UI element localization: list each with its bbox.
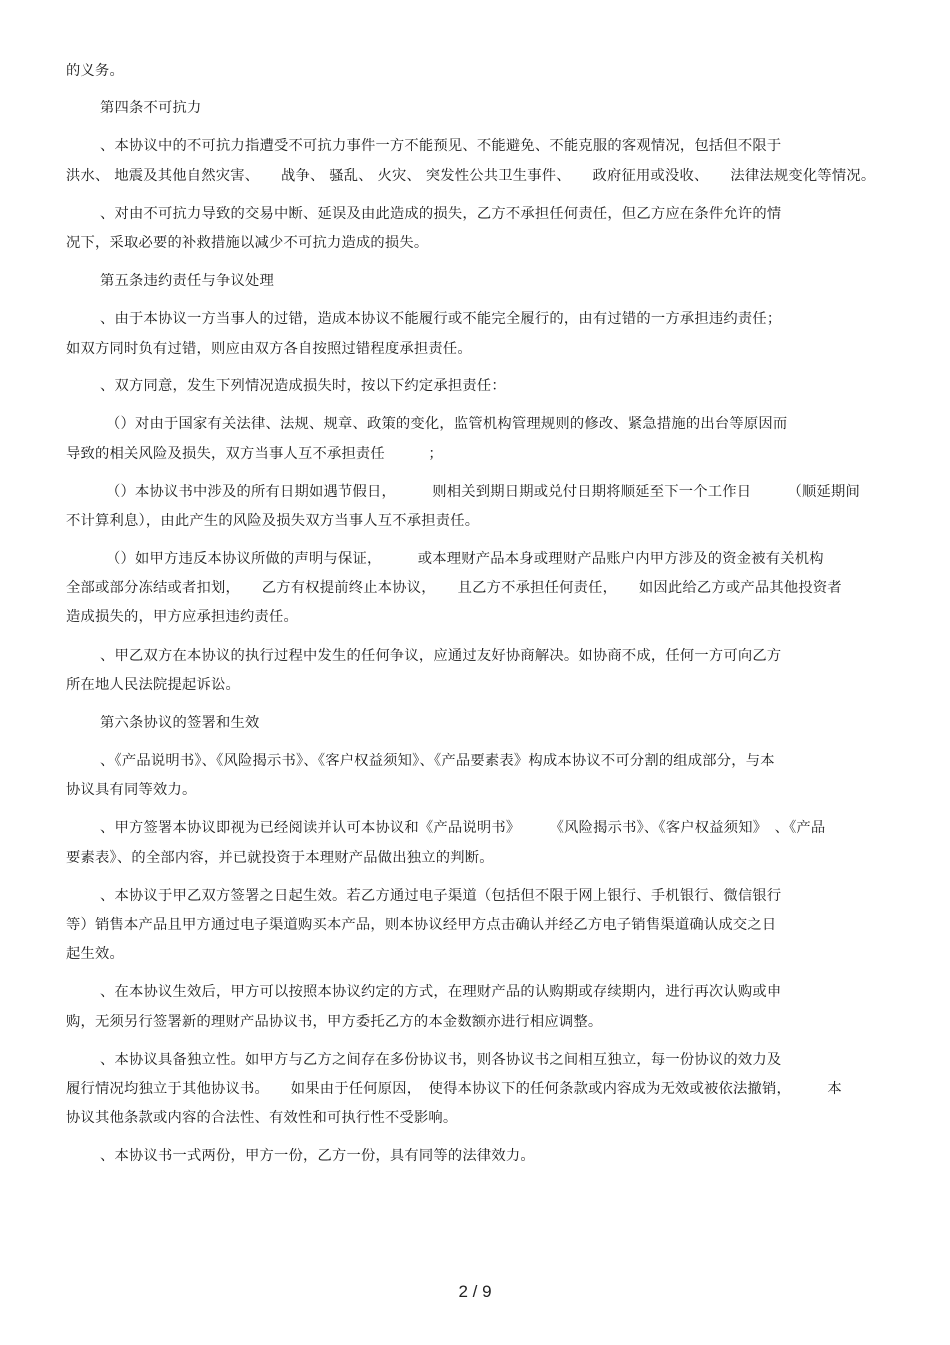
- body-line: 、由于本协议一方当事人的过错，造成本协议不能履行或不能完全履行的，由有过错的一方承担违约责任；: [100, 311, 782, 327]
- body-line: （）对由于国家有关法律、法规、规章、政策的变化，监管机构管理规则的修改、紧急措施的出台等原因而: [106, 416, 788, 432]
- body-line: 洪水、 地震及其他自然灾害、 战争、 骚乱、 火灾、 突发性公共卫生事件、 政府征用或没收、 法律法规变化等情况。: [66, 168, 876, 184]
- body-line: 所在地人民法院提起诉讼。: [66, 677, 240, 693]
- body-line: 起生效。: [66, 946, 124, 962]
- page-number: 2 / 9: [458, 1282, 492, 1301]
- body-line: （）如甲方违反本协议所做的声明与保证， 或本理财产品本身或理财产品账户内甲方涉及的资金被有关机构: [106, 551, 824, 567]
- body-line: 、《产品说明书》、《风险揭示书》、《客户权益须知》、《产品要素表》构成本协议不可分割的组成部分，与本: [100, 753, 775, 769]
- body-line: 、本协议于甲乙双方签署之日起生效。若乙方通过电子渠道（包括但不限于网上银行、手机银行、微信银行: [100, 888, 782, 904]
- section-heading: 第五条违约责任与争议处理: [100, 273, 274, 289]
- section-heading: 第六条协议的签署和生效: [100, 715, 260, 731]
- body-line: 导致的相关风险及损失，双方当事人互不承担责任 ；: [66, 446, 443, 462]
- body-line: 要素表》、的全部内容，并已就投资于本理财产品做出独立的判断。: [66, 850, 494, 866]
- body-line: 、本协议中的不可抗力指遭受不可抗力事件一方不能预见、不能避免、不能克服的客观情况，包括但不限于: [100, 138, 782, 154]
- body-line: 、本协议书一式两份，甲方一份，乙方一份，具有同等的法律效力。: [100, 1148, 535, 1164]
- body-line: 、甲乙双方在本协议的执行过程中发生的任何争议，应通过友好协商解决。如协商不成，任何一方可向乙方: [100, 648, 782, 664]
- body-line: 况下，采取必要的补救措施以减少不可抗力造成的损失。: [66, 235, 429, 251]
- body-line: 等）销售本产品且甲方通过电子渠道购买本产品，则本协议经甲方点击确认并经乙方电子销售渠道确认成交之日: [66, 917, 777, 933]
- body-line: 协议具有同等效力。: [66, 782, 197, 798]
- body-line: 、在本协议生效后，甲方可以按照本协议约定的方式，在理财产品的认购期或存续期内，进行再次认购或申: [100, 984, 782, 1000]
- body-line: 、甲方签署本协议即视为已经阅读并认可本协议和《产品说明书》 《风险揭示书》、《客户权益须知》 、《产品: [100, 820, 826, 836]
- body-line: 的义务。: [66, 63, 124, 79]
- section-heading: 第四条不可抗力: [100, 100, 202, 116]
- body-line: 全部或部分冻结或者扣划， 乙方有权提前终止本协议， 且乙方不承担任何责任， 如因此给乙方或产品其他投资者: [66, 580, 842, 596]
- body-line: 造成损失的，甲方应承担违约责任。: [66, 609, 298, 625]
- body-line: 、本协议具备独立性。如甲方与乙方之间存在多份协议书，则各协议书之间相互独立，每一份协议的效力及: [100, 1052, 782, 1068]
- body-line: 履行情况均独立于其他协议书。 如果由于任何原因， 使得本协议下的任何条款或内容成为无效或被依法撤销， 本: [66, 1081, 842, 1097]
- body-line: 如双方同时负有过错，则应由双方各自按照过错程度承担责任。: [66, 341, 472, 357]
- body-line: 购，无须另行签署新的理财产品协议书，甲方委托乙方的本金数额亦进行相应调整。: [66, 1014, 603, 1030]
- body-line: 协议其他条款或内容的合法性、有效性和可执行性不受影响。: [66, 1110, 458, 1126]
- body-line: （）本协议书中涉及的所有日期如遇节假日， 则相关到期日期或兑付日期将顺延至下一个工作日 （顺延期间: [106, 484, 861, 500]
- body-line: 、双方同意，发生下列情况造成损失时，按以下约定承担责任：: [100, 378, 506, 394]
- body-line: 、对由不可抗力导致的交易中断、延误及由此造成的损失，乙方不承担任何责任，但乙方应在条件允许的情: [100, 206, 782, 222]
- body-line: 不计算利息），由此产生的风险及损失双方当事人互不承担责任。: [66, 513, 480, 529]
